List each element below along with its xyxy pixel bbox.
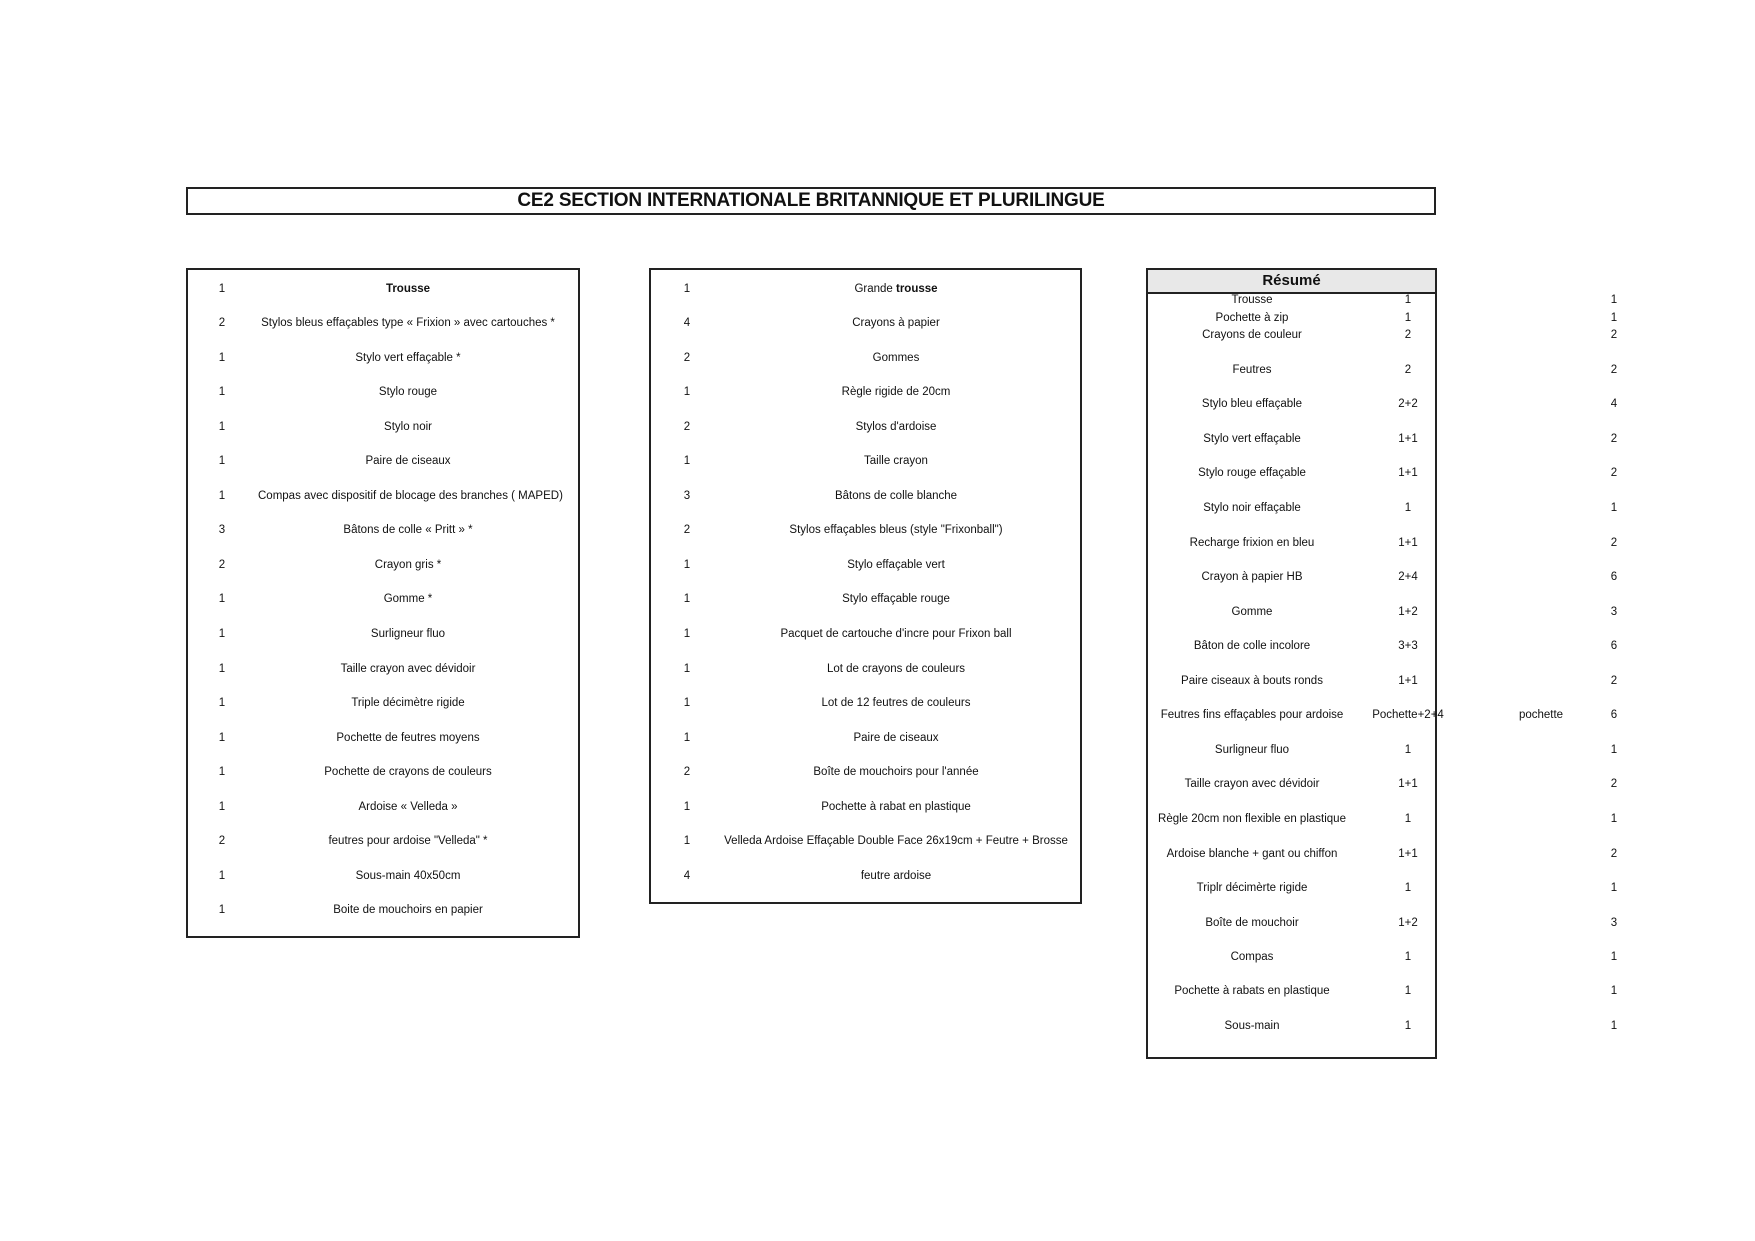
item-label: Trousse xyxy=(385,283,431,295)
summary-item-label: Pochette à zip xyxy=(1215,312,1289,324)
list-item xyxy=(651,628,1080,648)
item-label: Paire de ciseaux xyxy=(853,732,939,744)
summary-item-total: 2 xyxy=(1610,433,1618,445)
list-item xyxy=(651,870,1080,890)
list-item xyxy=(651,386,1080,406)
summary-row xyxy=(1146,1020,1626,1038)
list-item xyxy=(651,663,1080,683)
summary-row xyxy=(1146,364,1626,382)
item-label: Règle rigide de 20cm xyxy=(841,386,951,398)
summary-item-total: 1 xyxy=(1610,744,1618,756)
summary-item-quantity: 1 xyxy=(1404,951,1412,963)
supply-list-secondary xyxy=(649,268,1082,904)
item-label: Surligneur fluo xyxy=(370,628,446,640)
summary-item-quantity: 1 xyxy=(1404,312,1412,324)
list-item xyxy=(651,352,1080,372)
summary-item-quantity: 1 xyxy=(1404,502,1412,514)
summary-item-quantity: 1 xyxy=(1404,1020,1412,1032)
list-item xyxy=(651,732,1080,752)
item-quantity: 1 xyxy=(218,663,226,675)
summary-item-label: Feutres xyxy=(1232,364,1272,376)
item-label: Boite de mouchoirs en papier xyxy=(333,904,483,916)
summary-item-quantity: 2+4 xyxy=(1398,571,1418,583)
item-quantity: 1 xyxy=(218,455,226,467)
item-quantity: 2 xyxy=(683,524,691,536)
summary-item-total: 6 xyxy=(1610,640,1618,652)
item-label: Stylos d'ardoise xyxy=(855,421,937,433)
summary-item-total: 2 xyxy=(1610,675,1618,687)
item-quantity: 2 xyxy=(218,317,226,329)
summary-item-quantity: 1+2 xyxy=(1398,606,1418,618)
list-item xyxy=(651,490,1080,510)
item-label: Stylos bleus effaçables type « Frixion » avec cartouches * xyxy=(261,317,555,329)
summary-table xyxy=(1146,268,1437,1059)
page-title-text: CE2 SECTION INTERNATIONALE BRITANNIQUE ET PLURILINGUE xyxy=(517,190,1105,211)
summary-item-label: Paire ciseaux à bouts ronds xyxy=(1181,675,1323,687)
summary-item-total: 3 xyxy=(1610,917,1618,929)
summary-item-note: pochette xyxy=(1518,709,1564,721)
item-label: Crayons à papier xyxy=(852,317,940,329)
item-label: Stylo effaçable rouge xyxy=(842,593,950,605)
item-quantity: 1 xyxy=(218,490,226,502)
summary-item-label: Recharge frixion en bleu xyxy=(1189,537,1315,549)
item-label: Lot de crayons de couleurs xyxy=(826,663,966,675)
list-item xyxy=(188,490,578,510)
summary-item-label: Sous-main xyxy=(1224,1020,1280,1032)
summary-item-total: 2 xyxy=(1610,329,1618,341)
summary-item-label: Stylo bleu effaçable xyxy=(1201,398,1303,410)
summary-item-quantity: 2 xyxy=(1404,364,1412,376)
summary-item-quantity: 1 xyxy=(1404,813,1412,825)
item-quantity: 2 xyxy=(218,559,226,571)
list-item xyxy=(188,352,578,372)
item-label: feutres pour ardoise "Velleda" * xyxy=(328,835,488,847)
list-item xyxy=(651,801,1080,821)
list-item xyxy=(651,766,1080,786)
item-quantity: 1 xyxy=(218,628,226,640)
summary-item-quantity: 1+1 xyxy=(1398,675,1418,687)
summary-item-total: 1 xyxy=(1610,1020,1618,1032)
summary-row xyxy=(1146,675,1626,693)
summary-row xyxy=(1146,640,1626,658)
summary-item-total: 6 xyxy=(1610,571,1618,583)
item-quantity: 1 xyxy=(218,766,226,778)
summary-item-quantity: 1+1 xyxy=(1398,778,1418,790)
list-item xyxy=(651,283,1080,303)
item-label: Taille crayon xyxy=(864,455,928,467)
summary-row xyxy=(1146,329,1626,347)
item-label: Stylo vert effaçable * xyxy=(355,352,461,364)
item-label: Pochette de crayons de couleurs xyxy=(324,766,492,778)
summary-row xyxy=(1146,917,1626,935)
summary-row xyxy=(1146,709,1626,727)
summary-item-label: Gomme xyxy=(1231,606,1273,618)
item-quantity: 1 xyxy=(683,386,691,398)
list-item xyxy=(188,524,578,544)
item-label: Triple décimètre rigide xyxy=(351,697,465,709)
summary-row xyxy=(1146,951,1626,969)
summary-row xyxy=(1146,985,1626,1003)
item-quantity: 1 xyxy=(218,386,226,398)
item-quantity: 1 xyxy=(683,663,691,675)
summary-item-quantity: 1+1 xyxy=(1398,848,1418,860)
summary-item-label: Surligneur fluo xyxy=(1214,744,1290,756)
summary-item-quantity: 1 xyxy=(1404,882,1412,894)
item-label: Bâtons de colle blanche xyxy=(834,490,958,502)
summary-item-total: 1 xyxy=(1610,985,1618,997)
item-quantity: 4 xyxy=(683,317,691,329)
summary-item-label: Ardoise blanche + gant ou chiffon xyxy=(1166,848,1338,860)
summary-item-label: Crayons de couleur xyxy=(1202,329,1302,341)
item-label: Stylo noir xyxy=(384,421,432,433)
list-item xyxy=(188,593,578,613)
item-quantity: 4 xyxy=(683,870,691,882)
summary-item-quantity: 1+1 xyxy=(1398,537,1418,549)
summary-item-total: 1 xyxy=(1610,502,1618,514)
list-item xyxy=(188,283,578,303)
summary-item-quantity: 1+2 xyxy=(1398,917,1418,929)
list-item xyxy=(651,455,1080,475)
item-quantity: 1 xyxy=(218,801,226,813)
summary-item-label: Compas xyxy=(1230,951,1274,963)
list-item xyxy=(188,317,578,337)
list-item xyxy=(188,455,578,475)
item-quantity: 1 xyxy=(683,732,691,744)
item-quantity: 1 xyxy=(683,835,691,847)
list-item xyxy=(188,904,578,924)
item-label: Bâtons de colle « Pritt » * xyxy=(343,524,473,536)
item-label: Stylos effaçables bleus (style "Frixonball") xyxy=(789,524,1003,536)
summary-item-total: 1 xyxy=(1610,951,1618,963)
item-quantity: 2 xyxy=(683,766,691,778)
list-item xyxy=(188,421,578,441)
item-quantity: 1 xyxy=(218,697,226,709)
list-item xyxy=(651,317,1080,337)
summary-item-total: 2 xyxy=(1610,364,1618,376)
item-label: Lot de 12 feutres de couleurs xyxy=(821,697,971,709)
summary-item-label: Feutres fins effaçables pour ardoise xyxy=(1160,709,1344,721)
summary-item-quantity: 1 xyxy=(1404,985,1412,997)
summary-item-quantity: 1 xyxy=(1404,744,1412,756)
item-label: feutre ardoise xyxy=(860,870,932,882)
list-item xyxy=(188,835,578,855)
item-label-emphasis: trousse xyxy=(896,283,938,295)
item-label: Gomme * xyxy=(383,593,433,605)
summary-item-label: Bâton de colle incolore xyxy=(1193,640,1311,652)
summary-item-total: 2 xyxy=(1610,778,1618,790)
summary-item-total: 4 xyxy=(1610,398,1618,410)
summary-item-label: Taille crayon avec dévidoir xyxy=(1184,778,1320,790)
item-quantity: 1 xyxy=(218,593,226,605)
item-label: Pochette à rabat en plastique xyxy=(821,801,971,813)
summary-item-total: 2 xyxy=(1610,848,1618,860)
list-item xyxy=(188,732,578,752)
summary-row xyxy=(1146,882,1626,900)
summary-item-quantity: 2+2 xyxy=(1398,398,1418,410)
summary-item-quantity: 1+1 xyxy=(1398,433,1418,445)
list-item xyxy=(188,801,578,821)
item-label: Ardoise « Velleda » xyxy=(358,801,458,813)
list-item xyxy=(188,663,578,683)
list-item xyxy=(651,835,1080,855)
item-label-prefix: Grande xyxy=(854,283,896,295)
summary-row xyxy=(1146,294,1626,312)
item-quantity: 2 xyxy=(218,835,226,847)
summary-row xyxy=(1146,571,1626,589)
summary-item-total: 2 xyxy=(1610,467,1618,479)
item-quantity: 1 xyxy=(218,904,226,916)
summary-item-label: Boîte de mouchoir xyxy=(1205,917,1299,929)
summary-row xyxy=(1146,312,1626,330)
item-quantity: 1 xyxy=(683,455,691,467)
summary-row xyxy=(1146,813,1626,831)
list-item xyxy=(651,697,1080,717)
summary-row xyxy=(1146,398,1626,416)
list-item xyxy=(188,559,578,579)
item-quantity: 1 xyxy=(683,801,691,813)
summary-row xyxy=(1146,433,1626,451)
summary-item-total: 1 xyxy=(1610,813,1618,825)
item-label: Paire de ciseaux xyxy=(365,455,451,467)
item-label: Pochette de feutres moyens xyxy=(336,732,480,744)
summary-item-quantity: 1 xyxy=(1404,294,1412,306)
item-quantity: 1 xyxy=(683,559,691,571)
item-quantity: 3 xyxy=(683,490,691,502)
summary-row xyxy=(1146,778,1626,796)
item-quantity: 1 xyxy=(683,283,691,295)
page-title xyxy=(186,187,1436,215)
item-label: Crayon gris * xyxy=(374,559,442,571)
item-label: Taille crayon avec dévidoir xyxy=(340,663,476,675)
summary-item-total: 2 xyxy=(1610,537,1618,549)
summary-item-total: 1 xyxy=(1610,294,1618,306)
list-item xyxy=(188,386,578,406)
summary-item-label: Trousse xyxy=(1231,294,1273,306)
summary-row xyxy=(1146,606,1626,624)
summary-item-total: 6 xyxy=(1610,709,1618,721)
item-label: Stylo effaçable vert xyxy=(847,559,945,571)
summary-row xyxy=(1146,848,1626,866)
item-label: Boîte de mouchoirs pour l'année xyxy=(813,766,979,778)
summary-item-total: 1 xyxy=(1610,882,1618,894)
list-item xyxy=(651,593,1080,613)
list-item xyxy=(651,559,1080,579)
list-item xyxy=(188,870,578,890)
summary-header: Résumé xyxy=(1148,270,1435,294)
summary-item-label: Stylo noir effaçable xyxy=(1203,502,1301,514)
item-label: Velleda Ardoise Effaçable Double Face 26x19cm + Feutre + Brosse xyxy=(724,835,1068,847)
item-quantity: 2 xyxy=(683,352,691,364)
item-quantity: 1 xyxy=(218,421,226,433)
list-item xyxy=(188,628,578,648)
item-label xyxy=(711,283,1081,295)
item-label: Pacquet de cartouche d'incre pour Frixon ball xyxy=(780,628,1012,640)
summary-row xyxy=(1146,537,1626,555)
item-quantity: 1 xyxy=(218,352,226,364)
summary-item-label: Crayon à papier HB xyxy=(1201,571,1303,583)
summary-row xyxy=(1146,744,1626,762)
list-item xyxy=(651,524,1080,544)
summary-row xyxy=(1146,467,1626,485)
summary-item-label: Stylo rouge effaçable xyxy=(1198,467,1306,479)
summary-item-quantity: 2 xyxy=(1404,329,1412,341)
item-label: Sous-main 40x50cm xyxy=(355,870,461,882)
item-quantity: 1 xyxy=(683,697,691,709)
list-item xyxy=(188,766,578,786)
item-quantity: 1 xyxy=(683,593,691,605)
item-quantity: 2 xyxy=(683,421,691,433)
supply-list-primary xyxy=(186,268,580,938)
summary-item-label: Stylo vert effaçable xyxy=(1203,433,1301,445)
summary-item-label: Règle 20cm non flexible en plastique xyxy=(1158,813,1346,825)
item-label: Compas avec dispositif de blocage des branches ( MAPED) xyxy=(258,490,563,502)
summary-item-quantity: Pochette+2+4 xyxy=(1372,709,1444,721)
list-item xyxy=(188,697,578,717)
item-quantity: 1 xyxy=(218,732,226,744)
summary-item-total: 3 xyxy=(1610,606,1618,618)
summary-item-label: Pochette à rabats en plastique xyxy=(1174,985,1330,997)
item-label: Stylo rouge xyxy=(378,386,438,398)
item-quantity: 1 xyxy=(218,283,226,295)
item-quantity: 3 xyxy=(218,524,226,536)
summary-row xyxy=(1146,502,1626,520)
item-quantity: 1 xyxy=(218,870,226,882)
list-item xyxy=(651,421,1080,441)
summary-item-total: 1 xyxy=(1610,312,1618,324)
summary-item-quantity: 1+1 xyxy=(1398,467,1418,479)
item-quantity: 1 xyxy=(683,628,691,640)
item-label: Gommes xyxy=(872,352,920,364)
summary-item-quantity: 3+3 xyxy=(1398,640,1418,652)
summary-item-label: Triplr décimèrte rigide xyxy=(1196,882,1308,894)
